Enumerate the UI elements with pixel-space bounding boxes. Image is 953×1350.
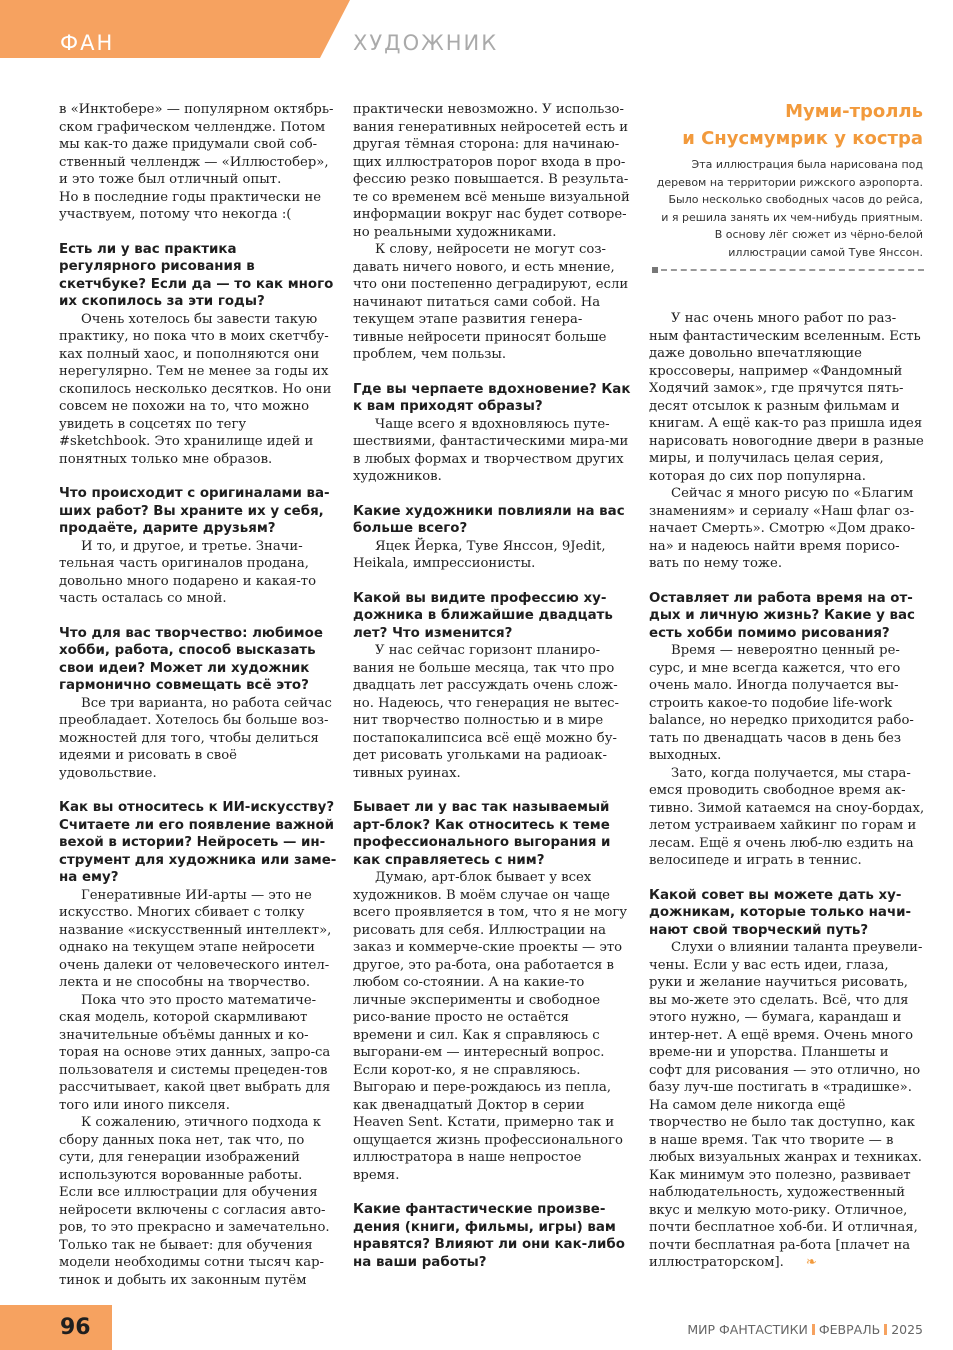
caption-line: иллюстрации самой Туве Янссон. xyxy=(728,245,923,259)
answer-paragraph: У нас очень много работ по раз-ным фантастическим вселенным. Есть даже довольно впечатляющие кроссоверы, например «Фандомный Ходячий замок», где прячутся пять-десят отсылок к разным фильмам и книгам. А ещё как-то раз пришла идея нарисовать новогодние двери в разные миры, и получилась целая серия, которая до сих пор популярна. xyxy=(649,311,924,484)
interview-question: Какие фантастические произве-дения (книги, фильмы, игры) вам нравятся? Влияют ли они как-либо на ваши работы? xyxy=(353,1202,625,1270)
paragraph-gap xyxy=(59,224,337,241)
footer-magazine-info xyxy=(687,1322,923,1337)
interview-question: Оставляет ли работа время на от-дых и личную жизнь? Какие у вас есть хобби помимо рисования? xyxy=(649,590,915,641)
interview-question: Что происходит с оригиналами ва-ших работ? Вы храните их у себя, продаёте, дарите друзьям? xyxy=(59,486,330,536)
category-label: ХУДОЖНИК xyxy=(353,31,499,55)
answer-paragraph: Все три варианта, но работа сейчас преобладает. Хотелось бы больше воз-можностей для того, чтобы делиться идеями и рисовать в своё удовольствие. xyxy=(59,695,332,781)
interview-question: Какой вы видите профессию ху-дожника в ближайшие двадцать лет? Что изменится? xyxy=(353,590,613,641)
separator-dash xyxy=(661,269,924,271)
interview-question: Как вы относитесь к ИИ-искусству? Считаете ли его появление важной вехой в истории? Нейросеть — ин-струмент для художника или заме-на ему? xyxy=(59,800,337,885)
issue-year: 2025 xyxy=(891,1322,923,1337)
paragraph-gap xyxy=(59,782,337,799)
footer-divider xyxy=(812,1324,815,1335)
interview-question: Где вы черпаете вдохновение? Как к вам приходят образы? xyxy=(353,381,631,414)
caption-line: деревом на территории рижского аэропорта. xyxy=(656,175,923,189)
paragraph-gap xyxy=(59,608,337,625)
interview-question: Что для вас творчество: любимое хобби, работа, способ высказать свои идеи? Может ли художник гармонично совмещать всё это? xyxy=(59,625,323,693)
answer-paragraph: Генеративные ИИ-арты — это не искусство. Многих сбивает с толку название «искусственный интеллект», однако на текущем этапе нейросети очень далеки от человеческого интел-лекта и не способны на творчество. xyxy=(59,887,332,990)
article-column-2 xyxy=(353,101,631,1271)
article-column-1 xyxy=(59,101,337,1289)
illustration-title xyxy=(623,98,923,152)
paragraph-gap xyxy=(59,468,337,485)
header-section-tab xyxy=(0,0,350,58)
answer-paragraph: Но в последние годы практически не участвуем, потому что некогда :( xyxy=(59,189,322,222)
answer-paragraph: Сейчас я много рисую по «Благим знамениям» и сериалу «Наш флаг оз-начает Смерть». Смотрю «Дом драко-на» и надеюсь найти время порисо-вать по нему тоже. xyxy=(649,486,915,571)
paragraph-gap xyxy=(353,573,631,590)
article-column-3 xyxy=(649,310,925,1272)
paragraph-gap xyxy=(353,486,631,503)
caption-line: Было несколько свободных часов до рейса, xyxy=(668,193,923,207)
paragraph-gap xyxy=(353,1184,631,1201)
illustration-caption xyxy=(623,156,923,262)
answer-paragraph: Думаю, арт-блок бывает у всех художников. В моём случае он чаще всего проявляется в том, что я не могу рисовать для себя. Иллюстрации на заказ и коммерче-ские проекты — это другое, это ра-бота, она работается в любом со-стоянии. А на какие-то личные эксперименты и свободное рисо-вание просто не остаётся времени и сил. Как я справляюсь с выгорани-ем — интересный вопрос. Если корот-ко, я не справляюсь. Выгораю и пере-рождаюсь из пепла, как двенадцатый Доктор в серии Heaven Sent. Кстати, примерно так и ощущается жизнь профессионального иллюстратора в наше непростое время. xyxy=(353,870,628,1183)
paragraph-gap xyxy=(649,870,925,887)
answer-paragraph: Чаще всего я вдохновляюсь путе-шествиями, фантастическими мира-ми в любых формах и творчеством других художников. xyxy=(353,416,629,484)
answer-paragraph: Время — невероятно ценный ре-сурс, и мне всегда кажется, что его очень мало. Иногда получается вы-строить какое-то подобие life-work balance, но нередко приходится рабо-тать по двенадцать часов в день без выходных. xyxy=(649,643,914,763)
answer-paragraph: Пока что это просто математиче-ская модель, которой скармливают значительные объёмы данных и ко-торая на основе этих данных, запро-са пользователя и системы прецеден-тов рассчитывает, какой цвет выбрать для того или иного пикселя. xyxy=(59,992,331,1113)
article-end-mark-icon: ❧ xyxy=(805,1255,817,1270)
issue-month: ФЕВРАЛЬ xyxy=(818,1322,881,1337)
illustration-title-line: Муми-тролль xyxy=(785,101,923,122)
answer-paragraph: К сожалению, этичного подхода к сбору данных пока нет, так что, по сути, для генерации изображений используются ворованные работы. Если все иллюстрации для обучения нейросети включены с согласия авто-ров, то это прекрасно и замечательно. Только так не бывает: для обучения модели необходимы сотни тысяч кар-тинок и добыть их законным путём xyxy=(59,1115,330,1288)
caption-line: и я решила занять их чем-нибудь приятным. xyxy=(661,210,923,224)
answer-paragraph: Яцек Йерка, Туве Янссон, 9Jedit, Heikala, импрессионисты. xyxy=(353,538,606,571)
page-number: 96 xyxy=(60,1315,91,1340)
magazine-name: МИР ФАНТАСТИКИ xyxy=(687,1322,808,1337)
interview-question: Какой совет вы можете дать ху-дожникам, которые только начи-нают свой творческий путь? xyxy=(649,887,912,938)
answer-paragraph: Очень хотелось бы завести такую практику, но пока что в моих скетчбу-ках полный хаос, и пополняются они нерегулярно. Тем не менее за годы их скопилось несколько десятков. Но они совсем не похожи на то, что можно увидеть в соцсетях по тегу #sketchbook. Это хранилище идей и понятных только мне образов. xyxy=(59,311,332,467)
illustration-title-line: и Снусмумрик у костра xyxy=(682,128,923,149)
answer-paragraph: практически невозможно. У использо-вания генеративных нейросетей есть и другая тёмная сторона: для начинаю-щих иллюстраторов порог входа в про-фессию резко повышается. В результа-те со временем всё меньше визуальной информации вокруг нас будет сотворе-но реальными художниками. xyxy=(353,102,630,240)
paragraph-gap xyxy=(353,364,631,381)
answer-paragraph: И то, и другое, и третье. Значи-тельная часть оригиналов продана, довольно много подарено и какая-то часть осталась со мной. xyxy=(59,538,317,606)
caption-line: Эта иллюстрация была нарисована под xyxy=(691,158,923,171)
answer-paragraph: в «Инктобере» — популярном октябрь-ском графическом челлендже. Потом мы как-то даже придумали свой соб-ственный челлендж — «Иллюстобер», и это тоже был отличный опыт. xyxy=(59,102,334,187)
interview-question: Какие художники повлияли на вас больше всего? xyxy=(353,503,625,536)
caption-separator xyxy=(652,268,924,272)
caption-line: В основу лёг сюжет из чёрно-белой xyxy=(714,228,923,242)
footer-page-tab xyxy=(0,1305,112,1350)
separator-square-icon xyxy=(652,267,658,273)
paragraph-gap xyxy=(353,782,631,799)
interview-question: Бывает ли у вас так называемый арт-блок? Как относитесь к теме профессионального выгорания и как справляетесь с ним? xyxy=(353,800,611,868)
answer-paragraph: Слухи о влиянии таланта преувели-чены. Если у вас есть идеи, глаза, руки и желание научиться рисовать, вы мо-жете это сделать. Всё, что для этого нужно, — бумага, карандаш и интер-нет. А ещё время. Очень много време-ни и упорства. Планшеты и софт для рисования — это отлично, но базу луч-ше постигать в «традишке». На самом деле никогда ещё творчество не было так доступно, как в наше время. Так что творите — в любых визуальных жанрах и техниках. Как минимум это полезно, развивает наблюдательность, художественный вкус и мелкую мото-рику. Отличное, почти бесплатное хоб-би. И отличная, почти бесплатная ра-бота [плачет на иллюстраторском].❧ xyxy=(649,940,923,1270)
interview-question: Есть ли у вас практика регулярного рисования в скетчбуке? Если да — то как много их скопилось за эти годы? xyxy=(59,241,334,309)
answer-paragraph: Зато, когда получается, мы стара-емся проводить свободное время ак-тивно. Зимой катаемся на сноу-бордах, летом устраиваем хайкинг по горам и лесам. Ещё я очень люб-лю ездить на велосипеде и играть в теннис. xyxy=(649,765,925,868)
answer-paragraph: У нас сейчас горизонт планиро-вания не больше месяца, так что про двадцать лет рассуждать очень слож-но. Надеюсь, что генерация не вытес-нит творчество полностью и в мире постапокалипсиса всё ещё можно бу-дет рисовать угольками на радиоак-тивных руинах. xyxy=(353,643,620,781)
answer-paragraph: К слову, нейросети не могут соз-давать ничего нового, и есть мнение, что они постепенно деградируют, если начинают питаться сами собой. На текущем этапе развития генера-тивные нейросети приносят больше проблем, чем пользы. xyxy=(353,242,629,362)
paragraph-gap xyxy=(649,573,925,590)
footer-divider xyxy=(884,1324,887,1335)
section-label: ФАН xyxy=(60,31,115,55)
